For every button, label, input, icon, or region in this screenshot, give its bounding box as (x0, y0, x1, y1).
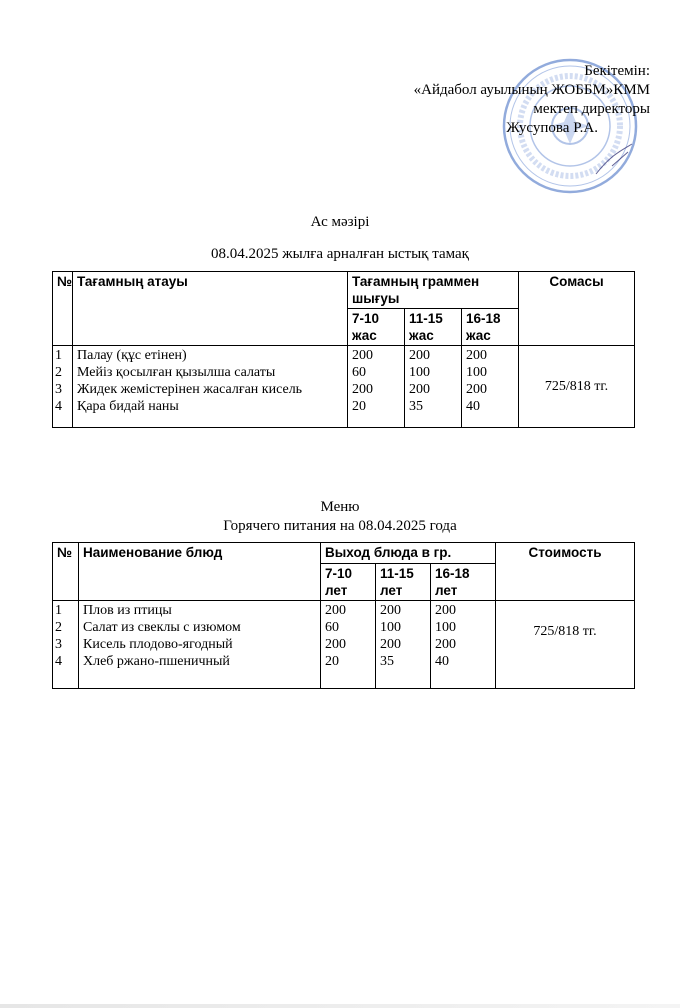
kz-menu-title: Ас мәзірі (310, 214, 370, 230)
kz-weight-value: 200 (409, 382, 430, 397)
ru-item-name: Кисель плодово-ягодный (83, 637, 233, 652)
kz-header-number: № (53, 272, 73, 346)
ru-header-weight: Выход блюда в гр. (321, 543, 496, 564)
kz-item-number: 4 (55, 399, 62, 414)
ru-weights-16-18 (431, 601, 496, 689)
kz-item-numbers (53, 346, 73, 428)
kz-weight-value: 35 (409, 399, 423, 414)
ru-item-name: Хлеб ржано-пшеничный (83, 654, 230, 669)
kz-header-row (53, 272, 635, 309)
ru-weight-value: 35 (380, 654, 394, 669)
kz-weight-value: 200 (352, 382, 373, 397)
kz-weight-value: 40 (466, 399, 480, 414)
ru-weight-value: 100 (380, 620, 401, 635)
kz-weight-value: 200 (466, 348, 487, 363)
kz-header-age-7-10: 7-10 жас (348, 309, 405, 346)
kz-item-name: Палау (құс етінен) (77, 348, 187, 363)
ru-item-names (79, 601, 321, 689)
ru-menu-title: Меню (320, 499, 360, 515)
ru-menu-subtitle: Горячего питания на 08.04.2025 года (223, 518, 457, 534)
kz-cost-value: 725/818 тг. (519, 346, 635, 428)
kz-weights-16-18 (462, 346, 519, 428)
ru-item-number: 1 (55, 603, 62, 618)
kz-menu-table (52, 271, 635, 428)
ru-header-dish-name: Наименование блюд (79, 543, 321, 601)
kz-weight-value: 20 (352, 399, 366, 414)
kz-header-cost: Сомасы (519, 272, 635, 346)
ru-weights-11-15 (376, 601, 431, 689)
kz-item-name: Мейіз қосылған қызылша салаты (77, 365, 276, 380)
ru-header-age-7-10: 7-10 лет (321, 564, 376, 601)
kz-item-name: Қара бидай наны (77, 399, 179, 414)
ru-header-row (53, 543, 635, 564)
ru-weight-value: 200 (435, 603, 456, 618)
kz-weight-value: 200 (409, 348, 430, 363)
ru-item-name: Плов из птицы (83, 603, 172, 618)
ru-item-number: 4 (55, 654, 62, 669)
kz-weight-value: 100 (409, 365, 430, 380)
kz-items-row (53, 346, 635, 428)
ru-items-row (53, 601, 635, 689)
kz-weight-value: 60 (352, 365, 366, 380)
ru-header-age-11-15: 11-15 лет (376, 564, 431, 601)
ru-menu-table (52, 542, 635, 689)
ru-header-age-16-18: 16-18 лет (431, 564, 496, 601)
ru-item-number: 3 (55, 637, 62, 652)
kz-weight-value: 100 (466, 365, 487, 380)
ru-header-cost: Стоимость (496, 543, 635, 601)
kz-header-age-11-15: 11-15 жас (405, 309, 462, 346)
kz-header-dish-name: Тағамның атауы (73, 272, 348, 346)
ru-item-numbers (53, 601, 79, 689)
ru-weight-value: 200 (435, 637, 456, 652)
kz-header-age-16-18: 16-18 жас (462, 309, 519, 346)
kz-item-number: 2 (55, 365, 62, 380)
kz-menu-subtitle: 08.04.2025 жылға арналған ыстық тамақ (211, 246, 469, 262)
kz-item-number: 3 (55, 382, 62, 397)
kz-weight-value: 200 (466, 382, 487, 397)
ru-weight-value: 100 (435, 620, 456, 635)
kz-item-names (73, 346, 348, 428)
scan-edge (0, 1004, 680, 1008)
ru-weight-value: 200 (380, 637, 401, 652)
ru-weight-value: 40 (435, 654, 449, 669)
approval-heading: Бекітемін: (584, 63, 650, 79)
school-name: «Айдабол ауылының ЖОББМ»КММ (413, 82, 650, 98)
ru-header-number: № (53, 543, 79, 601)
ru-item-name: Салат из свеклы с изюмом (83, 620, 241, 635)
ru-weight-value: 200 (325, 603, 346, 618)
approval-block (350, 62, 650, 138)
director-name: Жусупова Р.А. (506, 120, 598, 136)
ru-weight-value: 200 (325, 637, 346, 652)
ru-weights-7-10 (321, 601, 376, 689)
director-position: мектеп директоры (533, 101, 650, 117)
kz-item-name: Жидек жемістерінен жасалған кисель (77, 382, 303, 397)
kz-weights-7-10 (348, 346, 405, 428)
kz-item-number: 1 (55, 348, 62, 363)
ru-cost-value: 725/818 тг. (496, 601, 635, 689)
ru-item-number: 2 (55, 620, 62, 635)
kz-header-weight: Тағамның граммен шығуы (348, 272, 519, 309)
ru-weight-value: 200 (380, 603, 401, 618)
ru-weight-value: 60 (325, 620, 339, 635)
ru-weight-value: 20 (325, 654, 339, 669)
kz-weight-value: 200 (352, 348, 373, 363)
kz-weights-11-15 (405, 346, 462, 428)
